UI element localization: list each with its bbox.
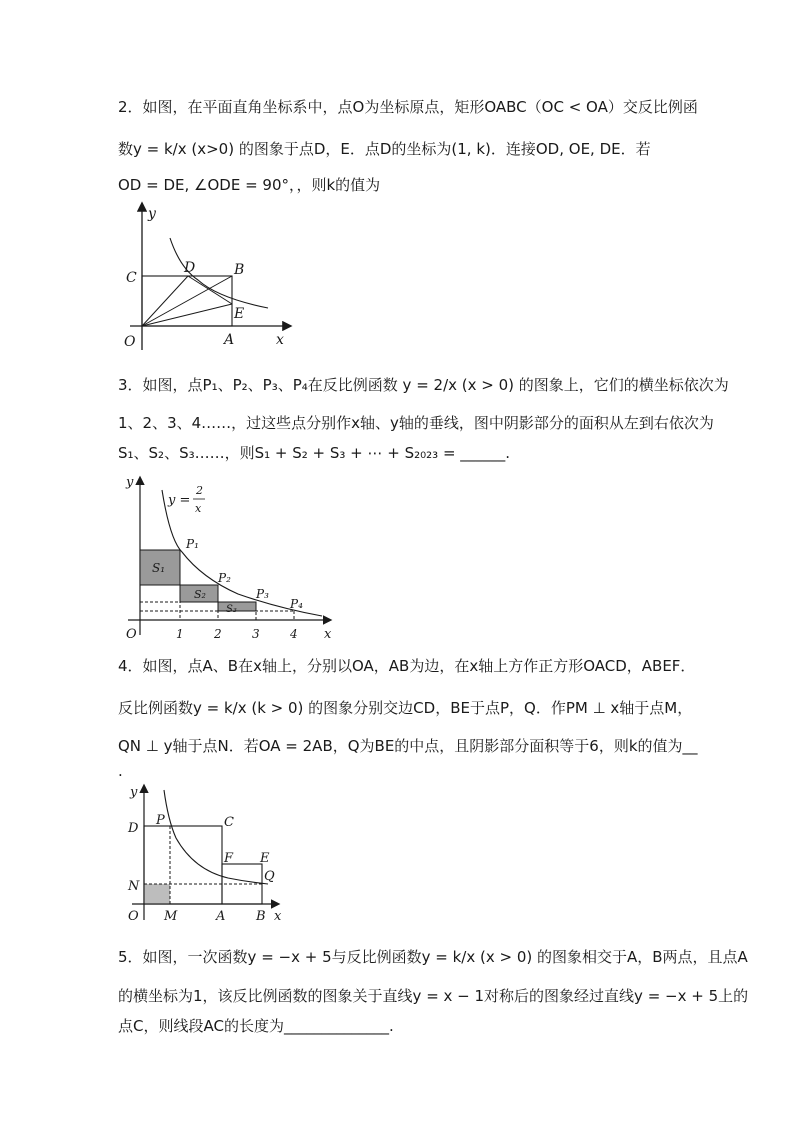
label-n: N bbox=[128, 879, 140, 894]
label-c: C bbox=[224, 815, 234, 830]
figure-problem-4 bbox=[118, 780, 298, 925]
label-o: O bbox=[126, 627, 137, 642]
label-d: D bbox=[128, 821, 139, 836]
label-e: E bbox=[260, 851, 270, 866]
label-d: D bbox=[184, 260, 196, 276]
label-x: x bbox=[324, 627, 332, 642]
p4-line-3: QN ⊥ y轴于点N．若OA = 2AB，Q为BE的中点，且阴影部分面积等于6，则k的值为__ bbox=[118, 737, 698, 755]
label-p1: P₁ bbox=[186, 537, 199, 551]
label-s1: S₁ bbox=[152, 561, 166, 575]
label-q: Q bbox=[264, 869, 275, 884]
label-e: E bbox=[234, 306, 245, 322]
tick-3: 3 bbox=[252, 627, 260, 641]
tick-4: 4 bbox=[290, 627, 298, 641]
label-a: A bbox=[224, 332, 235, 348]
p4-line-1: 4．如图，点A、B在x轴上，分别以OA，AB为边，在x轴上方作正方形OACD，ABEF． bbox=[118, 657, 696, 675]
label-y: y bbox=[130, 785, 138, 800]
label-p4: P₄ bbox=[290, 597, 303, 611]
tick-2: 2 bbox=[214, 627, 222, 641]
figure-problem-2 bbox=[118, 198, 298, 358]
hyperbola-curve bbox=[164, 790, 268, 884]
label-y: y bbox=[148, 206, 156, 222]
label-x: x bbox=[274, 909, 282, 924]
p4-line-4: . bbox=[118, 762, 123, 780]
label-a: A bbox=[216, 909, 226, 924]
segment-oe bbox=[142, 304, 232, 326]
segment-ob bbox=[142, 276, 232, 326]
label-c: C bbox=[126, 270, 137, 286]
label-o: O bbox=[124, 334, 136, 350]
p3-line-2: 1、2、3、4……，过这些点分别作x轴、y轴的垂线，图中阴影部分的面积从左到右依次为 bbox=[118, 414, 714, 432]
label-b: B bbox=[234, 262, 245, 278]
label-p2: P₂ bbox=[218, 571, 231, 585]
label-p3: P₃ bbox=[256, 587, 269, 601]
figure-problem-3 bbox=[118, 470, 348, 645]
label-p: P bbox=[156, 813, 165, 828]
label-x: x bbox=[276, 332, 284, 348]
p2-line-2: 数y = k/x (x>0) 的图象于点D，E．点D的坐标为(1, k)．连接OD, OE, DE．若 bbox=[118, 140, 651, 158]
label-m: M bbox=[164, 909, 178, 924]
p4-line-2: 反比例函数y = k/x (k > 0) 的图象分别交边CD，BE于点P，Q．作PM ⊥ x轴于点M， bbox=[118, 699, 693, 717]
p5-line-1: 5．如图，一次函数y = −x + 5与反比例函数y = k/x (x > 0) 的图象相交于A，B两点，且点A bbox=[118, 948, 748, 966]
p3-line-1: 3．如图，点P₁、P₂、P₃、P₄在反比例函数 y = 2/x (x > 0) 的图象上，它们的横坐标依次为 bbox=[118, 376, 729, 394]
label-y: y bbox=[126, 475, 134, 490]
p2-line-1: 2．如图，在平面直角坐标系中，点O为坐标原点，矩形OABC（OC < OA）交反比例函 bbox=[118, 98, 698, 116]
label-fn-lhs: y = bbox=[168, 493, 191, 508]
p2-line-3: OD = DE, ∠ODE = 90°，，则k的值为 bbox=[118, 176, 381, 194]
tick-1: 1 bbox=[176, 627, 184, 641]
p3-line-3: S₁、S₂、S₃……，则S₁ + S₂ + S₃ + ⋯ + S₂₀₂₃ = ______. bbox=[118, 444, 511, 462]
shaded-s3 bbox=[218, 602, 256, 611]
p5-line-2: 的横坐标为1，该反比例函数的图象关于直线y = x − 1对称后的图象经过直线y = −x + 5上的 bbox=[118, 987, 749, 1005]
label-o: O bbox=[128, 909, 139, 924]
label-b: B bbox=[256, 909, 266, 924]
label-fn-den: x bbox=[195, 502, 202, 515]
label-s2: S₂ bbox=[194, 588, 206, 601]
label-fn-num: 2 bbox=[196, 484, 203, 497]
p5-line-3: 点C，则线段AC的长度为______________. bbox=[118, 1017, 394, 1035]
label-s3: S₃ bbox=[226, 604, 237, 615]
label-f: F bbox=[224, 851, 234, 866]
shaded-region bbox=[144, 884, 170, 904]
segment-od bbox=[142, 276, 188, 326]
